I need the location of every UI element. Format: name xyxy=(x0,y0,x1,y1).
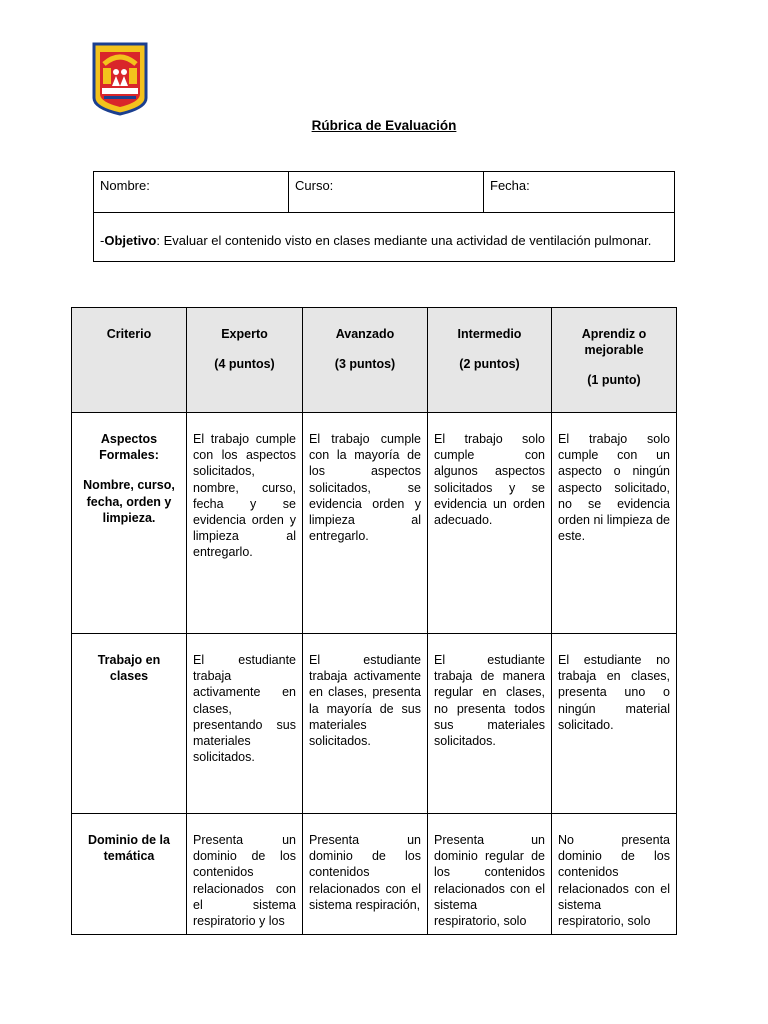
header-name: Aprendiz o mejorable xyxy=(581,327,647,358)
header-name: Experto xyxy=(221,327,268,341)
descriptor-cell xyxy=(303,814,428,935)
descriptor-text: Presenta un dominio de los contenidos relacionados con el sistema respiración, xyxy=(309,833,421,912)
header-intermedio xyxy=(428,308,552,413)
header-experto xyxy=(187,308,303,413)
criterion-cell: Trabajo en clases xyxy=(72,634,187,814)
header-name: Criterio xyxy=(106,327,152,341)
descriptor-cell: El trabajo solo cumple con algunos aspectos solicitados y se evidencia un orden adecuado. xyxy=(428,413,552,634)
descriptor-cell: El trabajo solo cumple con un aspecto o ningún aspecto solicitado, no se evidencia orden ni limpieza de este. xyxy=(552,413,677,634)
descriptor-cell xyxy=(552,814,677,935)
criterion-sub: Nombre, curso, fecha, orden y limpieza. xyxy=(83,478,175,525)
criterion-label: Aspectos Formales: xyxy=(99,432,159,463)
descriptor-text: Presenta un dominio regular de los contenidos relacionados con el sistema respiratorio, solo xyxy=(434,833,545,929)
criterion-cell xyxy=(72,413,187,634)
descriptor-text: No presenta dominio de los contenidos relacionados con el sistema respiratorio, solo xyxy=(558,833,670,929)
descriptor-cell: El estudiante trabaja activamente en clases, presentando sus materiales solicitados. xyxy=(187,634,303,814)
descriptor-cell: El trabajo cumple con la mayoría de los aspectos solicitados, se evidencia orden y limpieza al entregarlo. xyxy=(303,413,428,634)
objetivo-cell: -Objetivo: Evaluar el contenido visto en clases mediante una actividad de ventilación pulmonar. xyxy=(94,213,675,262)
table-row xyxy=(72,413,677,634)
descriptor-cell: El estudiante no trabaja en clases, presenta uno o ningún material solicitado. xyxy=(552,634,677,814)
descriptor-cell: El estudiante trabaja de manera regular en clases, no presenta todos sus materiales solicitados. xyxy=(428,634,552,814)
curso-field: Curso: xyxy=(289,172,484,213)
header-points: (4 puntos) xyxy=(214,357,275,372)
document-title: Rúbrica de Evaluación xyxy=(311,118,457,133)
header-aprendiz xyxy=(552,308,677,413)
student-info-table xyxy=(93,171,675,262)
header-name: Intermedio xyxy=(457,327,522,341)
header-points: (2 puntos) xyxy=(459,357,520,372)
fecha-field: Fecha: xyxy=(484,172,675,213)
objetivo-label: Objetivo xyxy=(104,233,157,248)
rubric-table xyxy=(71,307,677,935)
table-row xyxy=(72,634,677,814)
header-points: (1 punto) xyxy=(587,373,641,388)
criterion-cell: Dominio de la temática xyxy=(72,814,187,935)
descriptor-cell: El trabajo cumple con los aspectos solicitados, nombre, curso, fecha y se evidencia orden y limpieza al entregarlo. xyxy=(187,413,303,634)
objetivo-text: : Evaluar el contenido visto en clases mediante una actividad de ventilación pulmonar. xyxy=(156,233,652,248)
school-logo xyxy=(92,42,148,116)
descriptor-text: Presenta un dominio de los contenidos relacionados con el sistema respiratorio y los xyxy=(193,833,296,929)
header-name: Avanzado xyxy=(335,327,395,341)
header-avanzado xyxy=(303,308,428,413)
table-row xyxy=(72,814,677,935)
header-criterio xyxy=(72,308,187,413)
descriptor-cell xyxy=(428,814,552,935)
nombre-field: Nombre: xyxy=(94,172,289,213)
header-points: (3 puntos) xyxy=(334,357,396,372)
descriptor-cell xyxy=(187,814,303,935)
descriptor-cell: El estudiante trabaja activamente en clases, presenta la mayoría de sus materiales solicitados. xyxy=(303,634,428,814)
